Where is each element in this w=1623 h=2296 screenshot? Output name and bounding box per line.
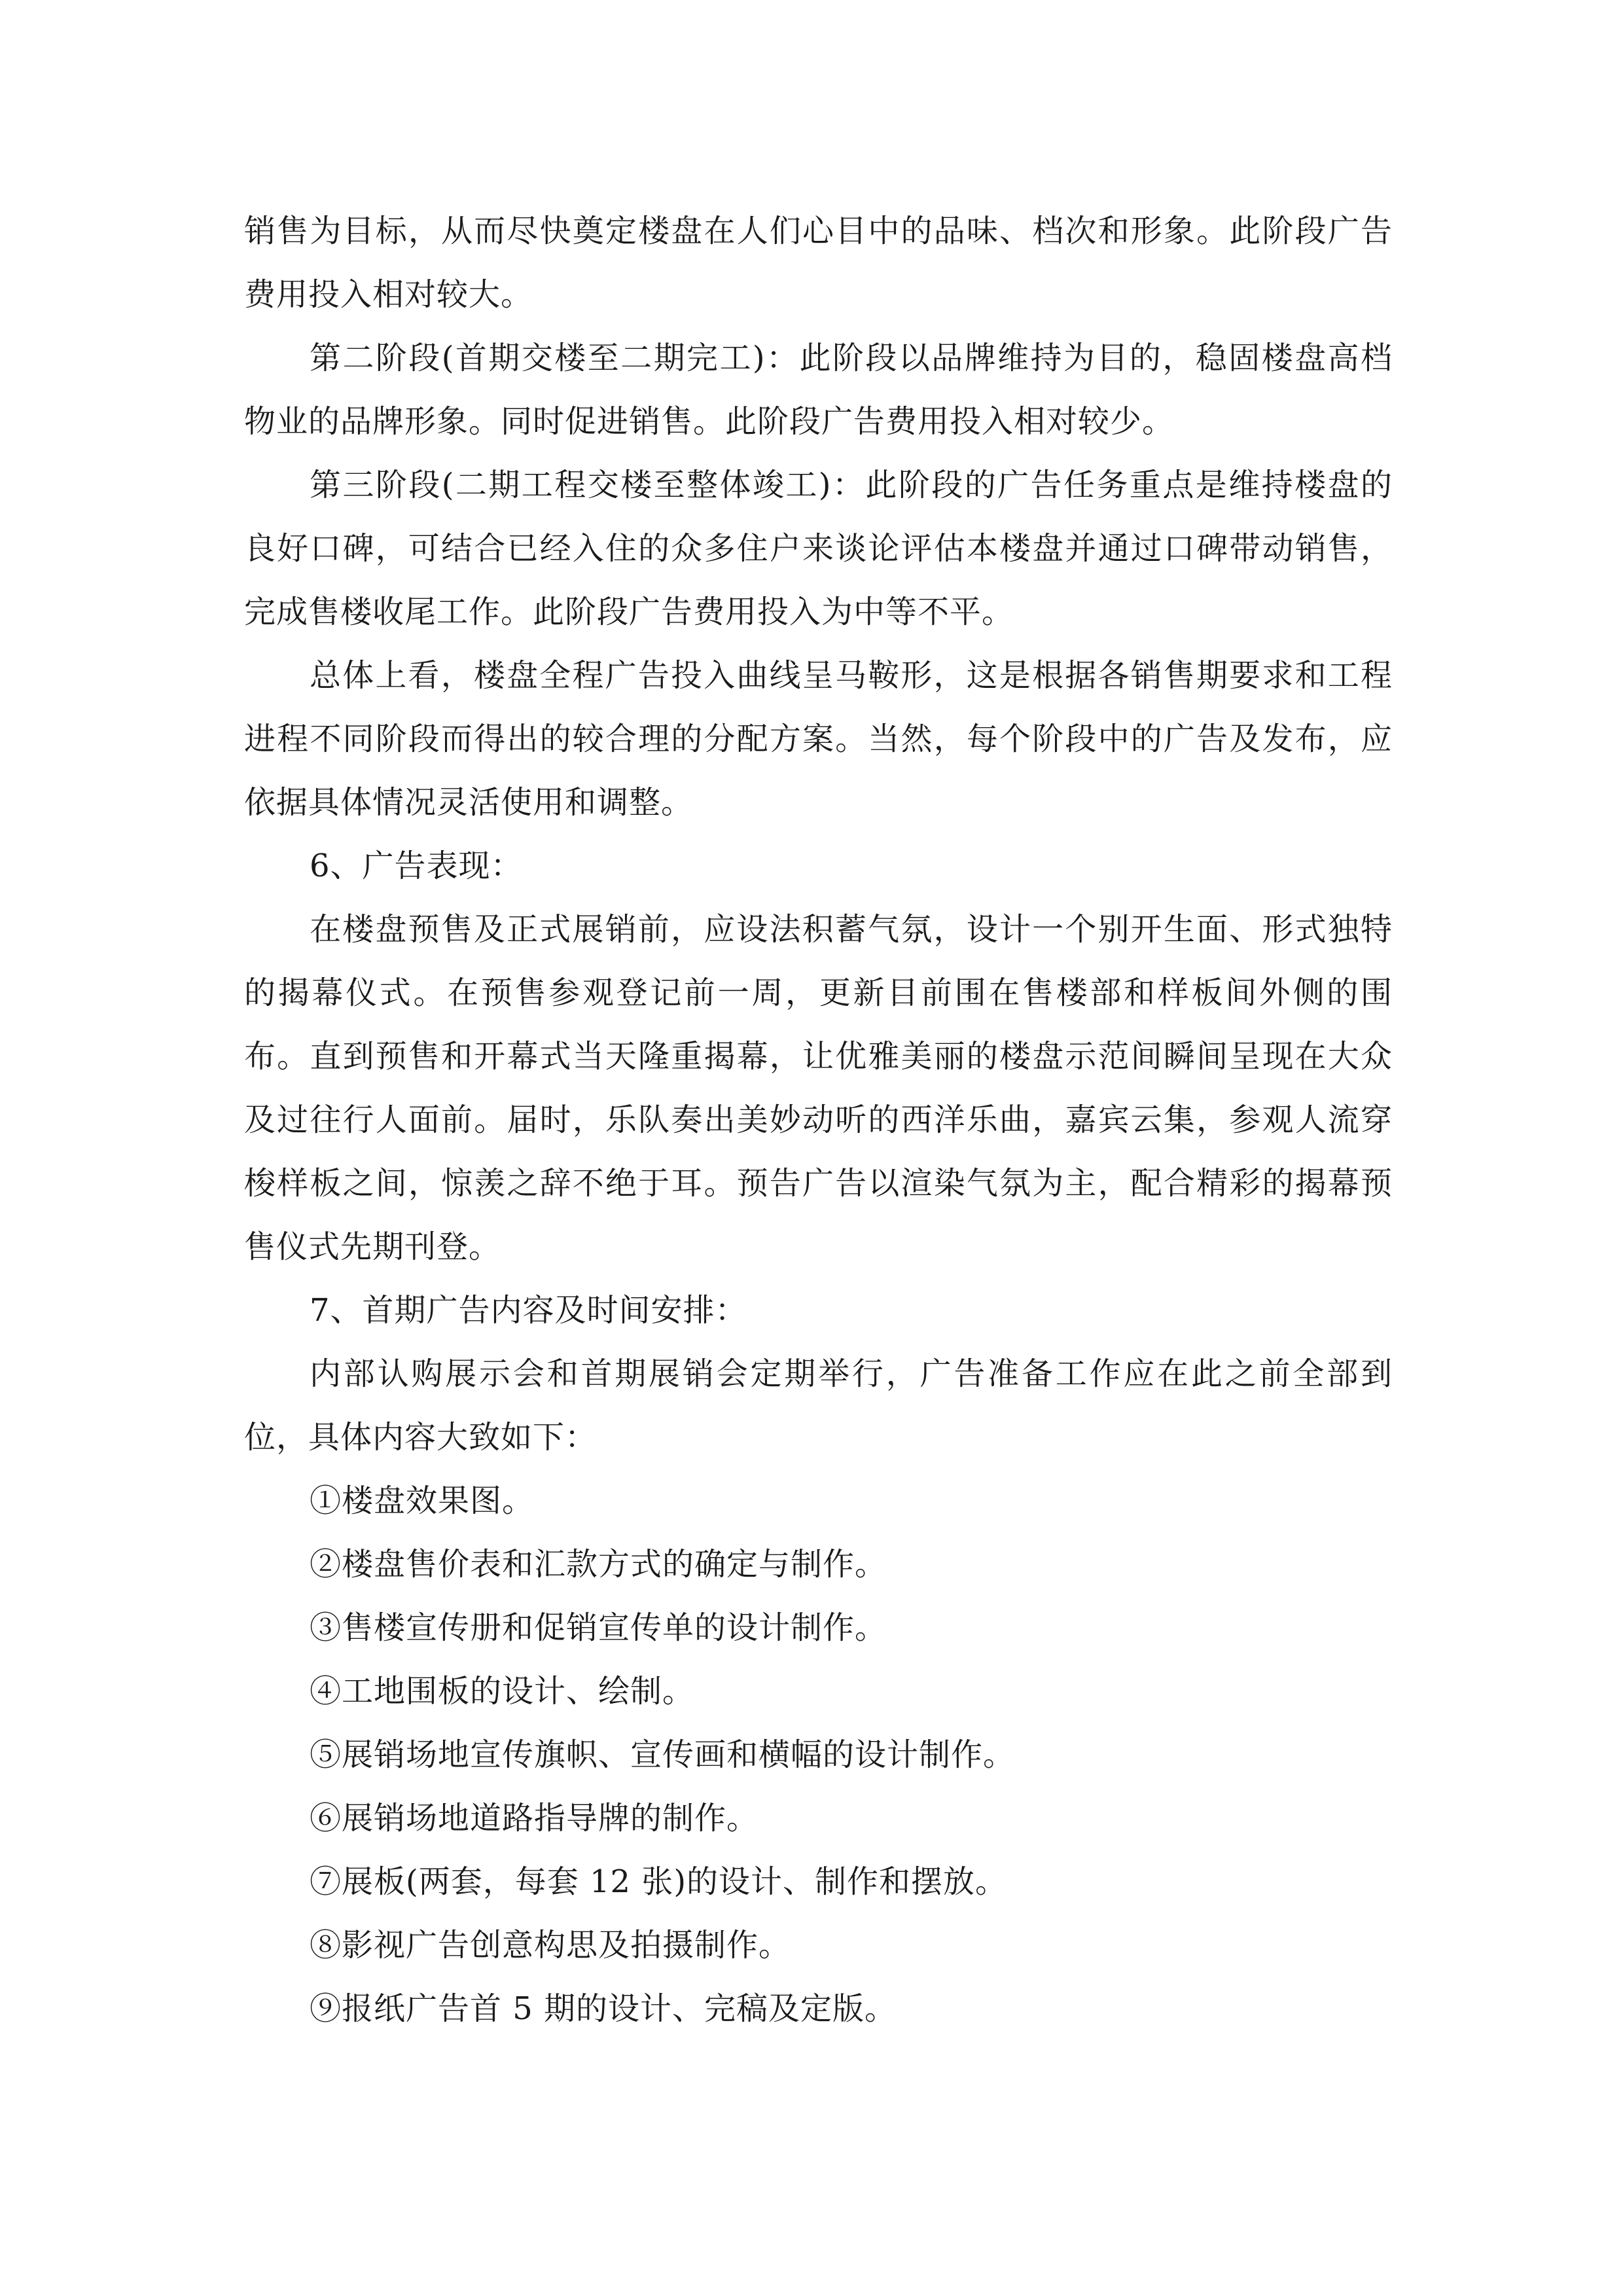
section-heading-ad-presentation: 6、广告表现： — [310, 848, 523, 884]
list-item: ⑨报纸广告首 5 期的设计、完稿及定版。 — [310, 1990, 897, 2027]
paragraph-stage-three: 第三阶段(二期工程交楼至整体竣工)：此阶段的广告任务重点是维持楼盘的良好口碑，可结合已经入住的众多住户来谈论评估本楼盘并通过口碑带动销售，完成售楼收尾工作。此阶段广告费用投入为中等不平。 — [244, 467, 1393, 630]
list-item: ①楼盘效果图。 — [310, 1482, 535, 1519]
document-body — [244, 200, 1393, 2041]
paragraph-stage-two: 第二阶段(首期交楼至二期完工)：此阶段以品牌维持为目的，稳固楼盘高档物业的品牌形象。同时促进销售。此阶段广告费用投入相对较少。 — [244, 340, 1393, 440]
paragraph-ad-presentation: 在楼盘预售及正式展销前，应设法积蓄气氛，设计一个别开生面、形式独特的揭幕仪式。在预售参观登记前一周，更新目前围在售楼部和样板间外侧的围布。直到预售和开幕式当天隆重揭幕，让优雅美丽的楼盘示范间瞬间呈现在大众及过往行人面前。届时，乐队奏出美妙动听的西洋乐曲，嘉宾云集，参观人流穿梭样板之间，惊羡之辞不绝于耳。预告广告以渲染气氛为主，配合精彩的揭幕预售仪式先期刊登。 — [244, 911, 1393, 1265]
section-heading-first-phase-ads: 7、首期广告内容及时间安排： — [310, 1292, 747, 1329]
paragraph-stage-one-continued: 销售为目标，从而尽快奠定楼盘在人们心目中的品味、档次和形象。此阶段广告费用投入相对较大。 — [244, 213, 1393, 313]
list-item: ⑦展板(两套，每套 12 张)的设计、制作和摆放。 — [310, 1863, 1008, 1900]
list-item: ⑤展销场地宣传旗帜、宣传画和横幅的设计制作。 — [310, 1736, 1016, 1773]
list-item: ⑧影视广告创意构思及拍摄制作。 — [310, 1927, 791, 1964]
list-item: ④工地围板的设计、绘制。 — [310, 1673, 695, 1710]
list-item: ③售楼宣传册和促销宣传单的设计制作。 — [310, 1609, 887, 1646]
list-item: ⑥展销场地道路指导牌的制作。 — [310, 1800, 759, 1837]
paragraph-overall-summary: 总体上看，楼盘全程广告投入曲线呈马鞍形，这是根据各销售期要求和工程进程不同阶段而得出的较合理的分配方案。当然，每个阶段中的广告及发布，应依据具体情况灵活使用和调整。 — [244, 657, 1393, 821]
paragraph-first-phase-intro: 内部认购展示会和首期展销会定期举行，广告准备工作应在此之前全部到位，具体内容大致如下： — [244, 1355, 1393, 1456]
list-item: ②楼盘售价表和汇款方式的确定与制作。 — [310, 1546, 887, 1583]
